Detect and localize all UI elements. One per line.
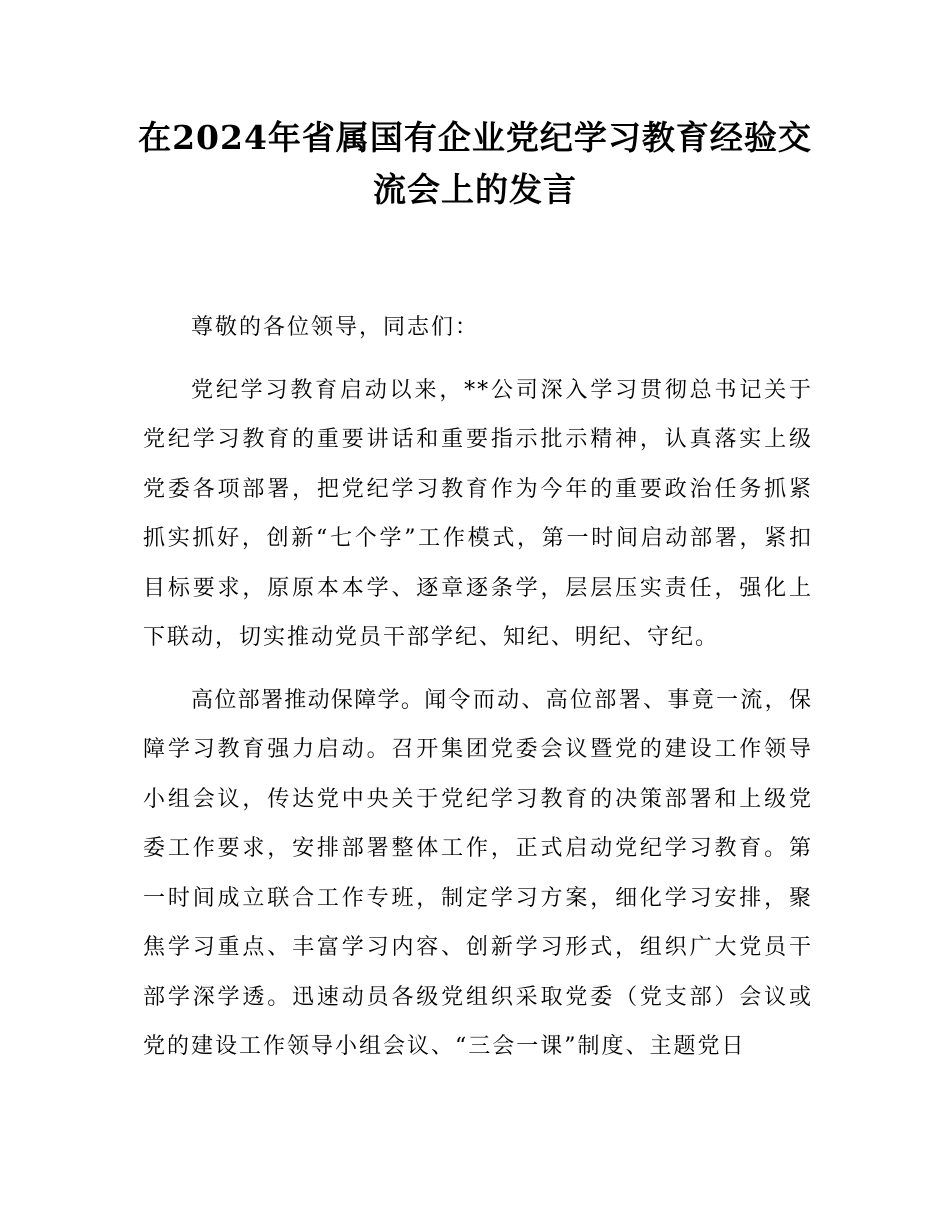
paragraph-intro: 党纪学习教育启动以来，**公司深入学习贯彻总书记关于党纪学习教育的重要讲话和重要指示批示精神，认真落实上级党委各项部署，把党纪学习教育作为今年的重要政治任务抓紧抓实抓好，创新“七个学”工作模式，第一时间启动部署，紧扣目标要求，原原本本学、逐章逐条学，层层压实责任，强化上下联动，切实推动党员干部学纪、知纪、明纪、守纪。 bbox=[143, 377, 813, 650]
title-line-2: 流会上的发言 bbox=[373, 170, 577, 209]
paragraph-section-1 bbox=[143, 676, 813, 1072]
salutation: 尊敬的各位领导，同志们： bbox=[191, 315, 480, 340]
section-heading: 高位部署推动保障学。 bbox=[191, 687, 425, 713]
document-body bbox=[143, 303, 813, 1072]
document-title bbox=[130, 112, 820, 216]
section-body: 闻令而动、高位部署、事竟一流，保障学习教育强力启动。召开集团党委会议暨党的建设工作领导小组会议，传达党中央关于党纪学习教育的决策部署和上级党委工作要求，安排部署整体工作，正式启动党纪学习教育。第一时间成立联合工作专班，制定学习方案，细化学习安排，聚焦学习重点、丰富学习内容、创新学习形式，组织广大党员干部学深学透。迅速动员各级党组织采取党委（党支部）会议或党的建设工作领导小组会议、“三会一课”制度、主题党日 bbox=[143, 687, 813, 1059]
title-line-1: 在2024年省属国有企业党纪学习教育经验交 bbox=[138, 118, 812, 157]
